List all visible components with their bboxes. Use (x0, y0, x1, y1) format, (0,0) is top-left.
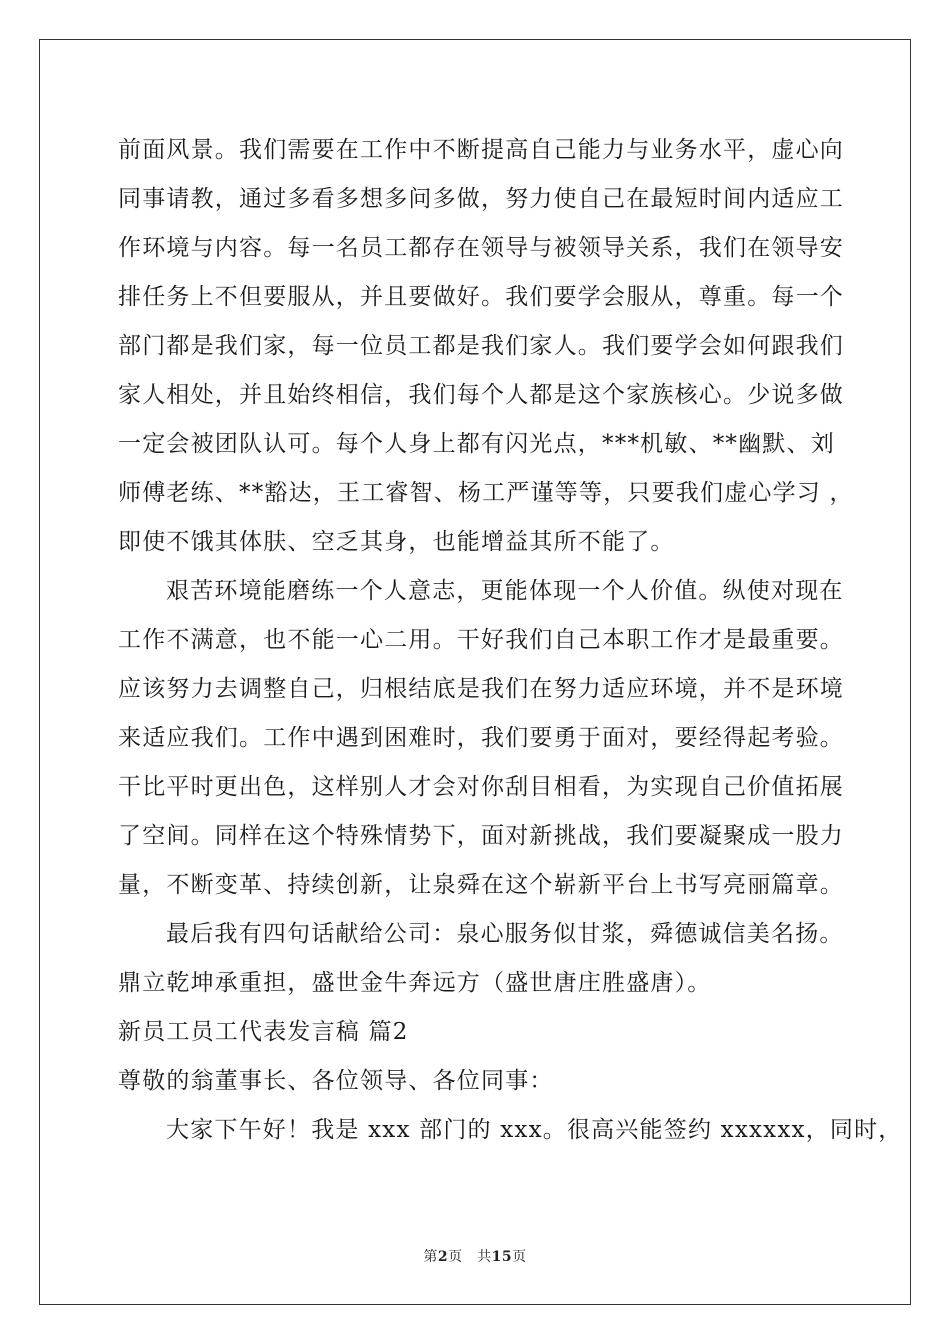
text-line: 艰苦环境能磨练一个人意志，更能体现一个人价值。纵使对现在 (166, 578, 844, 604)
total-page-count: 15 (491, 1249, 513, 1265)
text-line: 部门都是我们家，每一位员工都是我们家人。我们要学会如何跟我们 (118, 333, 844, 359)
text-line: 来适应我们。工作中遇到困难时，我们要勇于面对，要经得起考验。 (118, 725, 844, 751)
text-line: 鼎立乾坤承重担，盛世金牛奔远方（盛世唐庄胜盛唐）。 (118, 970, 712, 996)
text-line: 家人相处，并且始终相信，我们每个人都是这个家族核心。少说多做 (118, 382, 844, 408)
page-footer (0, 1246, 950, 1266)
text-line: 工作不满意，也不能一心二用。干好我们自己本职工作才是最重要。 (118, 627, 844, 653)
current-page-number: 2 (437, 1249, 449, 1265)
text-line: 尊敬的翁董事长、各位领导、各位同事： (118, 1068, 554, 1094)
text-line: 作环境与内容。每一名员工都存在领导与被领导关系，我们在领导安 (118, 235, 844, 261)
text-line: 排任务上不但要服从，并且要做好。我们要学会服从，尊重。每一个 (118, 284, 844, 310)
text-line: 应该努力去调整自己，归根结底是我们在努力适应环境，并不是环境 (118, 676, 844, 702)
text-line: 了空间。同样在这个特殊情势下，面对新挑战，我们要凝聚成一股力 (118, 823, 844, 849)
text-line: 新员工员工代表发言稿 篇2 (118, 1019, 409, 1045)
text-line: 大家下午好！我是 xxx 部门的 xxx。很高兴能签约 xxxxxx，同时， (166, 1117, 903, 1143)
footer-suffix: 页 (512, 1249, 527, 1265)
text-line: 一定会被团队认可。每个人身上都有闪光点，***机敏、**幽默、刘 (118, 431, 835, 457)
text-line: 师傅老练、**豁达，王工睿智、杨工严谨等等，只要我们虚心学习 ， (118, 480, 854, 506)
text-line: 前面风景。我们需要在工作中不断提高自己能力与业务水平，虚心向 (118, 137, 844, 163)
footer-prefix: 第 (423, 1249, 438, 1265)
text-line: 同事请教，通过多看多想多问多做，努力使自己在最短时间内适应工 (118, 186, 844, 212)
text-line: 即使不饿其体肤、空乏其身，也能增益其所不能了。 (118, 529, 675, 555)
text-line: 干比平时更出色，这样别人才会对你刮目相看，为实现自己价值拓展 (118, 774, 844, 800)
footer-mid: 页 共 (448, 1249, 492, 1265)
text-line: 最后我有四句话献给公司：泉心服务似甘浆，舜德诚信美名扬。 (166, 921, 844, 947)
document-body (118, 126, 903, 1155)
text-line: 量，不断变革、持续创新，让泉舜在这个崭新平台上书写亮丽篇章。 (118, 872, 844, 898)
